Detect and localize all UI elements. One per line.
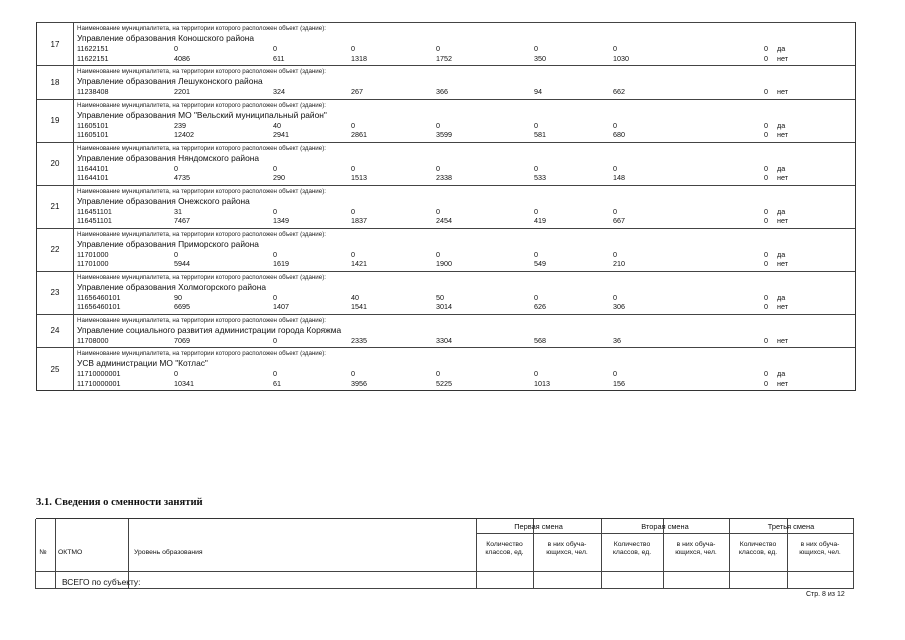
municipality-caption: Наименование муниципалитета, на территории которого расположен объект (здание): bbox=[77, 68, 326, 75]
flag-cell: нет bbox=[777, 216, 789, 225]
value-cell: 31 bbox=[174, 206, 182, 216]
flag-cell: да bbox=[777, 206, 786, 216]
oktmo-cell: 11656460101 bbox=[77, 292, 121, 302]
value-cell: 0 bbox=[764, 173, 768, 182]
value-cell: 290 bbox=[273, 173, 285, 182]
value-cell: 568 bbox=[534, 335, 546, 345]
value-cell: 0 bbox=[436, 163, 440, 173]
value-cell: 0 bbox=[613, 369, 617, 378]
table-row bbox=[37, 65, 855, 99]
value-cell: 611 bbox=[273, 53, 285, 63]
value-cell: 0 bbox=[174, 249, 178, 259]
oktmo-cell: 11710000001 bbox=[77, 369, 121, 378]
row-number: 17 bbox=[37, 23, 74, 65]
oktmo-cell: 116451101 bbox=[77, 216, 112, 225]
value-cell: 6695 bbox=[174, 302, 190, 311]
value-cell: 0 bbox=[351, 206, 355, 216]
table-row bbox=[37, 314, 855, 348]
value-cell: 0 bbox=[534, 120, 538, 130]
value-cell: 156 bbox=[613, 378, 625, 388]
table-border bbox=[55, 519, 56, 589]
value-cell: 1513 bbox=[351, 173, 367, 182]
value-cell: 239 bbox=[174, 120, 186, 130]
value-cell: 4735 bbox=[174, 173, 190, 182]
oktmo-cell: 11622151 bbox=[77, 53, 109, 63]
oktmo-cell: 11605101 bbox=[77, 130, 109, 139]
value-cell: 0 bbox=[534, 44, 538, 53]
value-cell: 4086 bbox=[174, 53, 190, 63]
value-cell: 0 bbox=[273, 369, 277, 378]
flag-cell: да bbox=[777, 292, 786, 302]
value-cell: 0 bbox=[273, 292, 277, 302]
table-border bbox=[35, 588, 853, 589]
data-line bbox=[77, 130, 855, 140]
value-cell: 662 bbox=[613, 87, 625, 96]
value-cell: 1349 bbox=[273, 216, 289, 225]
total-row-label: ВСЕГО по субъекту: bbox=[62, 577, 141, 587]
value-cell: 306 bbox=[613, 302, 625, 311]
value-cell: 50 bbox=[436, 292, 444, 302]
oktmo-cell: 11622151 bbox=[77, 44, 109, 53]
municipality-caption: Наименование муниципалитета, на территории которого расположен объект (здание): bbox=[77, 101, 326, 109]
value-cell: 0 bbox=[613, 249, 617, 259]
header-classes-3: Количество классов, ед. bbox=[738, 541, 778, 556]
value-cell: 0 bbox=[534, 163, 538, 173]
row-number: 24 bbox=[37, 315, 74, 348]
value-cell: 680 bbox=[613, 130, 625, 139]
oktmo-cell: 116451101 bbox=[77, 206, 112, 216]
value-cell: 0 bbox=[764, 369, 768, 378]
data-line bbox=[77, 54, 855, 64]
flag-cell: да bbox=[777, 44, 786, 53]
oktmo-cell: 11701000 bbox=[77, 259, 109, 268]
header-students-3: в них обуча-ющихся, чел. bbox=[799, 541, 841, 556]
value-cell: 0 bbox=[351, 163, 355, 173]
flag-cell: да bbox=[777, 120, 786, 130]
flag-cell: нет bbox=[777, 173, 789, 182]
data-line bbox=[77, 207, 855, 217]
municipality-caption: Наименование муниципалитета, на территории которого расположен объект (здание): bbox=[77, 350, 326, 357]
data-line bbox=[77, 164, 855, 174]
value-cell: 61 bbox=[273, 378, 281, 388]
value-cell: 12402 bbox=[174, 130, 194, 139]
value-cell: 40 bbox=[273, 120, 281, 130]
data-line bbox=[77, 336, 855, 346]
row-body bbox=[74, 186, 855, 228]
table-row bbox=[37, 347, 855, 390]
organization-name: Управление образования Няндомского района bbox=[77, 152, 260, 163]
row-body bbox=[74, 315, 855, 348]
flag-cell: нет bbox=[777, 335, 789, 345]
value-cell: 0 bbox=[613, 44, 617, 53]
value-cell: 0 bbox=[764, 216, 768, 225]
value-cell: 0 bbox=[436, 369, 440, 378]
value-cell: 1013 bbox=[534, 378, 550, 388]
organization-name: Управление образования Лешуконского района bbox=[77, 76, 263, 86]
header-classes-2: Количество классов, ед. bbox=[612, 541, 652, 556]
flag-cell: да bbox=[777, 163, 786, 173]
value-cell: 0 bbox=[174, 369, 178, 378]
row-body bbox=[74, 23, 855, 65]
value-cell: 0 bbox=[613, 292, 617, 302]
shift-table bbox=[36, 518, 854, 589]
value-cell: 1619 bbox=[273, 259, 289, 268]
value-cell: 0 bbox=[534, 249, 538, 259]
value-cell: 0 bbox=[436, 206, 440, 216]
value-cell: 0 bbox=[351, 369, 355, 378]
header-level: Уровень образования bbox=[134, 549, 203, 556]
value-cell: 0 bbox=[436, 120, 440, 130]
row-number: 21 bbox=[37, 186, 74, 228]
value-cell: 1318 bbox=[351, 53, 367, 63]
value-cell: 3304 bbox=[436, 335, 452, 345]
value-cell: 0 bbox=[351, 120, 355, 130]
flag-cell: нет bbox=[777, 53, 789, 63]
data-line bbox=[77, 302, 855, 312]
value-cell: 0 bbox=[273, 206, 277, 216]
data-line bbox=[77, 121, 855, 131]
organization-name: Управление образования Онежского района bbox=[77, 195, 250, 206]
data-line bbox=[77, 379, 855, 389]
row-body bbox=[74, 229, 855, 271]
value-cell: 3956 bbox=[351, 378, 367, 388]
header-oktmo: ОКТМО bbox=[58, 549, 83, 556]
flag-cell: да bbox=[777, 249, 786, 259]
table-row bbox=[37, 142, 855, 185]
row-body bbox=[74, 100, 855, 142]
municipality-caption: Наименование муниципалитета, на территории которого расположен объект (здание): bbox=[77, 25, 326, 32]
value-cell: 0 bbox=[764, 292, 768, 302]
value-cell: 0 bbox=[764, 335, 768, 345]
row-number: 18 bbox=[37, 66, 74, 99]
value-cell: 0 bbox=[273, 163, 277, 173]
value-cell: 5225 bbox=[436, 378, 452, 388]
table-row bbox=[37, 271, 855, 314]
value-cell: 366 bbox=[436, 87, 448, 96]
flag-cell: нет bbox=[777, 87, 789, 96]
value-cell: 94 bbox=[534, 87, 542, 96]
flag-cell: нет bbox=[777, 302, 789, 311]
value-cell: 1421 bbox=[351, 259, 367, 268]
value-cell: 0 bbox=[764, 259, 768, 268]
table-border bbox=[35, 571, 853, 572]
page-number: Стр. 8 из 12 bbox=[806, 591, 845, 598]
header-shift1: Первая смена bbox=[514, 522, 563, 531]
row-number: 19 bbox=[37, 100, 74, 142]
data-line bbox=[77, 369, 855, 379]
value-cell: 626 bbox=[534, 302, 546, 311]
organization-name: Управление образования Коношского района bbox=[77, 33, 255, 43]
value-cell: 0 bbox=[351, 44, 355, 53]
value-cell: 0 bbox=[534, 292, 538, 302]
organization-name: УСВ администрации МО "Котлас" bbox=[77, 358, 208, 368]
value-cell: 210 bbox=[613, 259, 625, 268]
value-cell: 40 bbox=[351, 292, 359, 302]
data-line bbox=[77, 87, 855, 97]
oktmo-cell: 11644101 bbox=[77, 173, 109, 182]
value-cell: 1752 bbox=[436, 53, 452, 63]
header-num: № bbox=[39, 549, 47, 556]
oktmo-cell: 11701000 bbox=[77, 249, 109, 259]
value-cell: 0 bbox=[764, 120, 768, 130]
organization-name: Управление образования Приморского района bbox=[77, 238, 259, 249]
value-cell: 0 bbox=[764, 206, 768, 216]
value-cell: 0 bbox=[174, 163, 178, 173]
municipality-caption: Наименование муниципалитета, на территории которого расположен объект (здание): bbox=[77, 187, 326, 195]
oktmo-cell: 11644101 bbox=[77, 163, 109, 173]
value-cell: 0 bbox=[613, 206, 617, 216]
table-row bbox=[37, 228, 855, 271]
table-border bbox=[853, 519, 854, 589]
value-cell: 3599 bbox=[436, 130, 452, 139]
municipality-caption: Наименование муниципалитета, на территории которого расположен объект (здание): bbox=[77, 144, 326, 152]
data-line bbox=[77, 259, 855, 269]
value-cell: 0 bbox=[764, 163, 768, 173]
value-cell: 0 bbox=[436, 249, 440, 259]
flag-cell: нет bbox=[777, 130, 789, 139]
objects-table bbox=[36, 22, 856, 391]
value-cell: 350 bbox=[534, 53, 546, 63]
table-row bbox=[37, 99, 855, 142]
value-cell: 1541 bbox=[351, 302, 367, 311]
value-cell: 1407 bbox=[273, 302, 289, 311]
value-cell: 2201 bbox=[174, 87, 190, 96]
value-cell: 0 bbox=[351, 249, 355, 259]
oktmo-cell: 11708000 bbox=[77, 335, 109, 345]
value-cell: 0 bbox=[764, 249, 768, 259]
flag-cell: да bbox=[777, 369, 786, 378]
value-cell: 581 bbox=[534, 130, 546, 139]
value-cell: 0 bbox=[764, 130, 768, 139]
value-cell: 2454 bbox=[436, 216, 452, 225]
value-cell: 3014 bbox=[436, 302, 452, 311]
row-number: 25 bbox=[37, 348, 74, 390]
section-title: 3.1. Сведения о сменности занятий bbox=[36, 497, 203, 508]
value-cell: 2338 bbox=[436, 173, 452, 182]
oktmo-cell: 11656460101 bbox=[77, 302, 121, 311]
value-cell: 0 bbox=[436, 44, 440, 53]
organization-name: Управление социального развития администрации города Коряжма bbox=[77, 324, 342, 335]
row-number: 22 bbox=[37, 229, 74, 271]
value-cell: 0 bbox=[613, 120, 617, 130]
value-cell: 7069 bbox=[174, 335, 190, 345]
value-cell: 2861 bbox=[351, 130, 367, 139]
value-cell: 267 bbox=[351, 87, 363, 96]
header-shift3: Третья смена bbox=[767, 522, 815, 531]
value-cell: 0 bbox=[764, 44, 768, 53]
value-cell: 0 bbox=[273, 44, 277, 53]
value-cell: 324 bbox=[273, 87, 285, 96]
value-cell: 533 bbox=[534, 173, 546, 182]
row-body bbox=[74, 348, 855, 390]
oktmo-cell: 11238408 bbox=[77, 87, 109, 96]
organization-name: Управление образования Холмогорского района bbox=[77, 281, 266, 292]
value-cell: 1837 bbox=[351, 216, 367, 225]
value-cell: 1900 bbox=[436, 259, 452, 268]
value-cell: 5944 bbox=[174, 259, 190, 268]
value-cell: 0 bbox=[273, 335, 277, 345]
row-number: 20 bbox=[37, 143, 74, 185]
data-line bbox=[77, 44, 855, 54]
value-cell: 90 bbox=[174, 292, 182, 302]
value-cell: 549 bbox=[534, 259, 546, 268]
value-cell: 0 bbox=[764, 378, 768, 388]
value-cell: 1030 bbox=[613, 53, 629, 63]
row-body bbox=[74, 272, 855, 314]
row-number: 23 bbox=[37, 272, 74, 314]
value-cell: 10341 bbox=[174, 378, 194, 388]
value-cell: 7467 bbox=[174, 216, 190, 225]
value-cell: 0 bbox=[273, 249, 277, 259]
header-students-2: в них обуча-ющихся, чел. bbox=[675, 541, 717, 556]
oktmo-cell: 11605101 bbox=[77, 120, 109, 130]
value-cell: 2335 bbox=[351, 335, 367, 345]
table-border bbox=[476, 533, 853, 534]
value-cell: 0 bbox=[764, 302, 768, 311]
value-cell: 0 bbox=[174, 44, 178, 53]
value-cell: 0 bbox=[764, 53, 768, 63]
municipality-caption: Наименование муниципалитета, на территории которого расположен объект (здание): bbox=[77, 273, 326, 281]
data-line bbox=[77, 250, 855, 260]
value-cell: 0 bbox=[534, 369, 538, 378]
value-cell: 2941 bbox=[273, 130, 289, 139]
flag-cell: нет bbox=[777, 378, 789, 388]
value-cell: 667 bbox=[613, 216, 625, 225]
data-line bbox=[77, 173, 855, 183]
data-line bbox=[77, 293, 855, 303]
row-body bbox=[74, 66, 855, 99]
municipality-caption: Наименование муниципалитета, на территории которого расположен объект (здание): bbox=[77, 316, 326, 324]
value-cell: 0 bbox=[534, 206, 538, 216]
table-row bbox=[37, 22, 855, 65]
value-cell: 419 bbox=[534, 216, 546, 225]
value-cell: 148 bbox=[613, 173, 625, 182]
municipality-caption: Наименование муниципалитета, на территории которого расположен объект (здание): bbox=[77, 230, 326, 238]
value-cell: 0 bbox=[613, 163, 617, 173]
header-classes-1: Количество классов, ед. bbox=[485, 541, 524, 556]
value-cell: 36 bbox=[613, 335, 621, 345]
organization-name: Управление образования МО "Вельский муниципальный район" bbox=[77, 109, 327, 120]
row-body bbox=[74, 143, 855, 185]
header-shift2: Вторая смена bbox=[641, 522, 689, 531]
value-cell: 0 bbox=[764, 87, 768, 96]
flag-cell: нет bbox=[777, 259, 789, 268]
table-row bbox=[37, 185, 855, 228]
header-students-1: в них обуча-ющихся, чел. bbox=[546, 541, 588, 556]
data-line bbox=[77, 216, 855, 226]
oktmo-cell: 11710000001 bbox=[77, 378, 121, 388]
